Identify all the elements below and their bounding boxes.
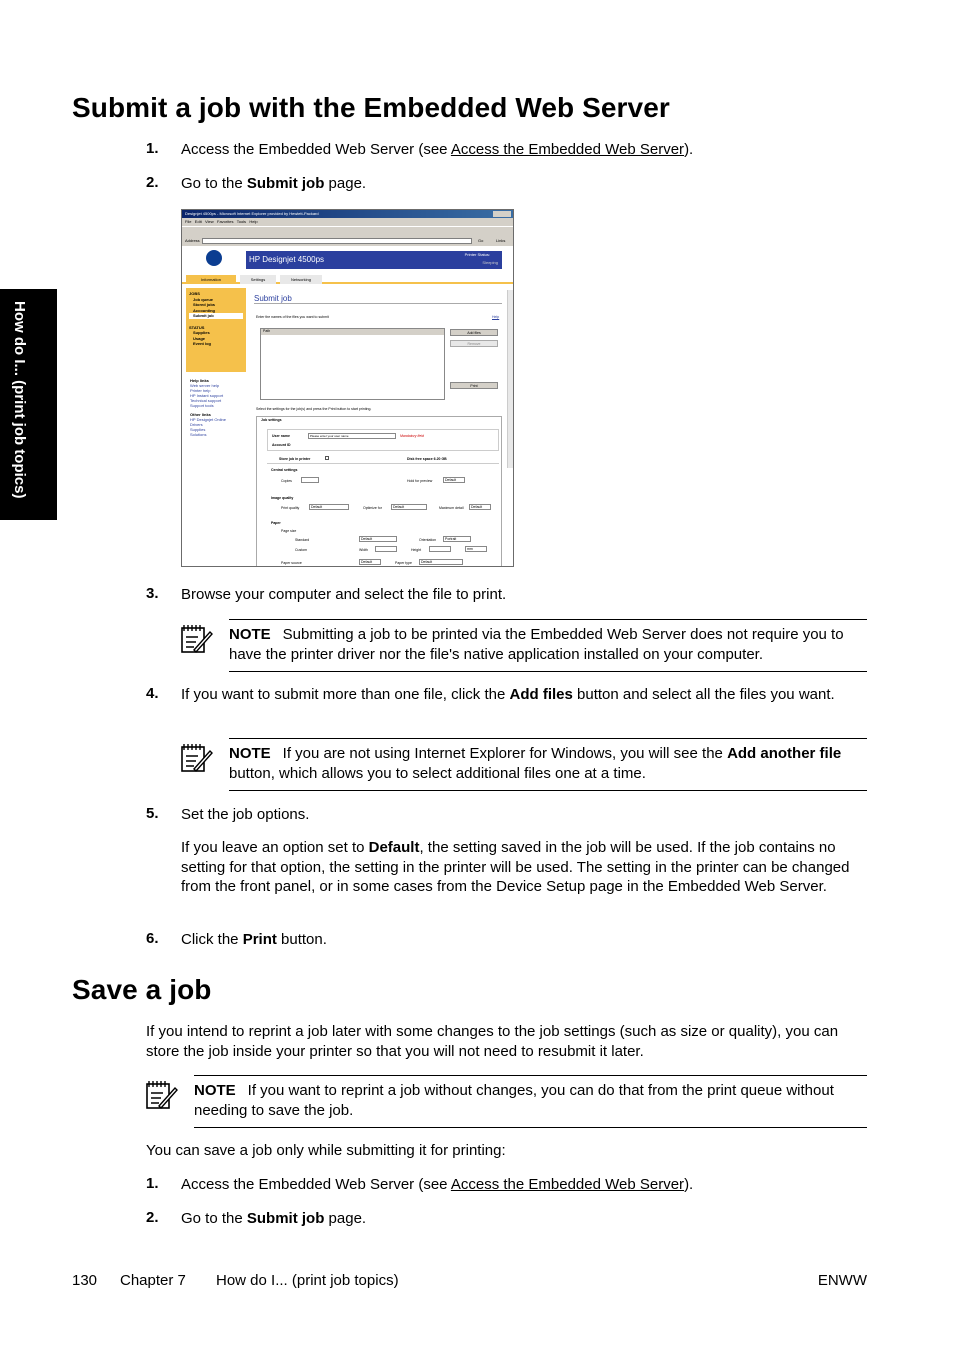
note-3-text [194,1081,864,1120]
path-header: Path [261,329,444,335]
step-text-part: If you want to submit more than one file, click the [181,686,510,703]
job-settings-tab: Job settings [261,418,282,422]
link-solutions[interactable]: Solutions [190,432,207,437]
central-settings-heading: Central settings [271,468,298,472]
chapter-side-tab [0,289,57,520]
paper-type-label: Paper type [395,561,412,565]
step-text-part: ). [684,141,694,158]
para-part: , the setting saved in the job will be used. If the job contains no setting for that option, the setting in the printer will be used. The setting in the printer can be changed from the front panel, or in some cases from the Device Setup page in the Embedded Web Server. [181,839,850,895]
footer-enww: ENWW [817,1272,867,1289]
menu-help[interactable]: Help [249,219,258,224]
section-title-submit-job: Submit a job with the Embedded Web Server [72,92,670,123]
link-technical-support[interactable]: Technical support [190,398,222,403]
nav-status-heading: STATUS [189,324,205,330]
ews-header [182,247,513,271]
paper-heading: Paper [271,521,281,525]
ews-help-links [190,378,246,437]
address-bar [182,236,513,246]
print-quality-label: Print quality [281,506,300,510]
link-support-tools[interactable]: Support tools [190,403,214,408]
step-text-bold: Submit job [246,175,325,192]
step-text-part: ). [684,1176,694,1193]
step-text-part: button. [276,931,327,948]
nav-supplies[interactable]: Supplies [193,330,210,335]
custom-radio[interactable]: Custom [295,548,308,552]
step-number: 2. [146,1209,159,1226]
ews-instruction: Enter the names of the files you want to submit [256,315,329,319]
disk-free-label: Disk free space 6.20 GB [407,457,447,461]
step-number: 6. [146,930,159,947]
orientation-select[interactable]: Portrait [443,536,471,542]
step-2-text [181,174,871,194]
step-text-part: Go to the [181,175,247,192]
footer-chapter: Chapter 7 [120,1272,186,1289]
account-id-label: Account ID [272,443,291,447]
address-input[interactable] [202,238,472,244]
nav-usage[interactable]: Usage [193,335,206,341]
width-label: Width [359,548,368,552]
product-banner [246,251,502,269]
note-content: If you want to reprint a job without changes, you can do that from the print queue without needing to save the job. [194,1082,834,1119]
note-2-text [229,744,865,783]
step-text-part: Access the Embedded Web Server (see [181,1176,451,1193]
note-label: NOTE [194,1082,236,1099]
job-settings-panel [256,416,502,567]
nav-jobs-heading: JOBS [189,291,200,296]
para-bold: Default [368,839,420,856]
link-instant-support[interactable]: HP Instant support [190,393,224,398]
store-job-checkbox[interactable] [325,456,329,460]
hold-preview-label: Hold for preview [407,479,433,483]
save-step-2-text [181,1209,871,1229]
unit-select[interactable]: mm [465,546,487,552]
note-label: NOTE [229,745,271,762]
user-group [267,429,499,451]
step-number: 5. [146,805,159,822]
mandatory-note: Mandatory field [400,434,424,438]
settings-instruction: Select the settings for the job(s) and press the Print button to start printing. [256,407,372,411]
print-button[interactable]: Print [450,382,498,389]
help-links-heading: Help links [190,378,209,383]
printer-status-label: Printer Status: [464,252,490,257]
paper-source-select[interactable]: Default [359,559,381,565]
access-ews-link[interactable]: Access the Embedded Web Server [450,141,685,158]
step-text-part: Go to the [181,1210,247,1227]
step-4-text [181,685,871,705]
menu-favorites[interactable]: Favorites [217,219,234,224]
paper-type-select[interactable]: Default [419,559,463,565]
menu-edit[interactable]: Edit [194,219,202,224]
product-name: HP Designjet 4500ps [249,255,325,264]
image-quality-heading: Image quality [271,496,294,500]
copies-input[interactable] [301,477,319,483]
step-5-text: Set the job options. [181,806,310,823]
link-designjet-online[interactable]: HP Designjet Online [190,417,226,422]
user-name-label: User name [272,434,290,438]
note-bold: Add another file [727,745,842,762]
remove-button[interactable]: Remove [450,340,498,347]
menu-view[interactable]: View [205,219,214,224]
step-text-part: page. [324,175,367,192]
link-web-server-help[interactable]: Web server help [190,383,220,388]
user-name-input[interactable]: Please enter your user name [308,433,396,439]
printer-status-value: Sleeping [482,260,498,265]
page-number: 130 [72,1272,98,1289]
scrollbar[interactable] [507,290,513,468]
note-content: If you are not using Internet Explorer for Windows, you will see the [282,745,728,762]
step-5-paragraph [181,838,867,897]
nav-stored-jobs[interactable]: Stored jobs [193,302,216,307]
step-text-bold: Add files [509,686,573,703]
step-text-part: button and select all the files you want. [572,686,835,703]
nav-accounting[interactable]: Accounting [193,307,215,313]
toolbar [182,226,513,236]
tab-settings[interactable]: Settings [240,275,276,284]
tab-networking[interactable]: Networking [280,275,322,284]
step-text-part: page. [324,1210,367,1227]
ews-screenshot [181,209,514,567]
maximum-detail-label: Maximum detail [439,506,464,510]
ews-page-title: Submit job [254,294,502,304]
store-row [267,455,499,464]
menu-bar [182,218,513,226]
add-files-button[interactable]: Add files [450,329,498,336]
copies-label: Copies [281,479,292,483]
step-number: 1. [146,140,159,157]
side-tab-label: How do I... (print job topics) [11,301,28,499]
step-text-bold: Submit job [246,1210,325,1227]
step-6-text [181,930,871,950]
orientation-label: Orientation [419,538,437,542]
window-title: Designjet 4500ps - Microsoft Internet Explorer provided by Hewlett-Packard [185,211,319,216]
print-quality-select[interactable]: Default [309,504,349,510]
height-input[interactable] [429,546,451,552]
page-size-label: Page size [281,529,297,533]
go-button[interactable]: Go [478,238,484,243]
window-controls[interactable] [493,211,511,217]
save-step-1-text [181,1175,871,1195]
nav-event-log[interactable]: Event log [193,341,212,346]
step-number: 4. [146,685,159,702]
links-label: Links [496,238,506,243]
save-intro: If you intend to reprint a job later with some changes to the job settings (such as size or quality), you can store the job inside your printer so that you will not need to resubmit it later. [146,1023,839,1060]
para-part: If you leave an option set to [181,839,369,856]
hold-preview-select[interactable]: Default [443,477,465,483]
note-icon [145,1078,179,1112]
step-text-part: Access the Embedded Web Server (see [181,141,451,158]
access-ews-link[interactable]: Access the Embedded Web Server [450,1176,685,1193]
note-icon [180,622,214,656]
note-content: Submitting a job to be printed via the Embedded Web Server does not require you to have the printer driver nor the file's native application installed on your computer. [229,626,844,663]
menu-tools[interactable]: Tools [236,219,247,224]
tab-information[interactable]: Information [186,275,236,284]
window-title-bar [182,210,513,218]
step-text-part: Click the [181,931,243,948]
nav-job-queue[interactable]: Job queue [193,296,214,302]
save-lead: You can save a job only while submitting it for printing: [146,1142,506,1159]
optimize-for-label: Optimize for [363,506,382,510]
note-icon [180,741,214,775]
step-3-text: Browse your computer and select the file to print. [181,586,507,603]
link-drivers[interactable]: Drivers [190,422,203,427]
hp-logo-icon [206,250,222,266]
section-title-save-job: Save a job [72,974,212,1005]
note-1-text [229,625,865,664]
width-input[interactable] [375,546,397,552]
other-links-heading: Other links [190,412,211,417]
optimize-for-select[interactable]: Default [391,504,427,510]
ews-help-link[interactable]: Help [492,315,500,319]
height-label: Height [411,548,422,552]
standard-radio[interactable]: Standard [295,538,310,542]
page-size-select[interactable]: Default [359,536,397,542]
paper-source-label: Paper source [281,561,302,565]
step-1-text [181,140,871,160]
address-label: Address [185,238,200,243]
footer-chapter-title: How do I... (print job topics) [216,1272,399,1289]
link-supplies[interactable]: Supplies [190,427,206,432]
store-job-label: Store job in printer [279,457,311,461]
step-text-bold: Print [242,931,277,948]
step-number: 2. [146,174,159,191]
file-list[interactable] [260,328,445,400]
ews-nav [186,288,246,372]
note-label: NOTE [229,626,271,643]
note-content: button, which allows you to select additional files one at a time. [229,764,646,782]
step-number: 3. [146,585,159,602]
link-printer-help[interactable]: Printer help [190,388,211,393]
menu-file[interactable]: File [185,219,192,224]
step-number: 1. [146,1175,159,1192]
ews-tabs [182,275,513,284]
maximum-detail-select[interactable]: Default [469,504,491,510]
nav-submit-job[interactable]: Submit job [189,313,243,319]
